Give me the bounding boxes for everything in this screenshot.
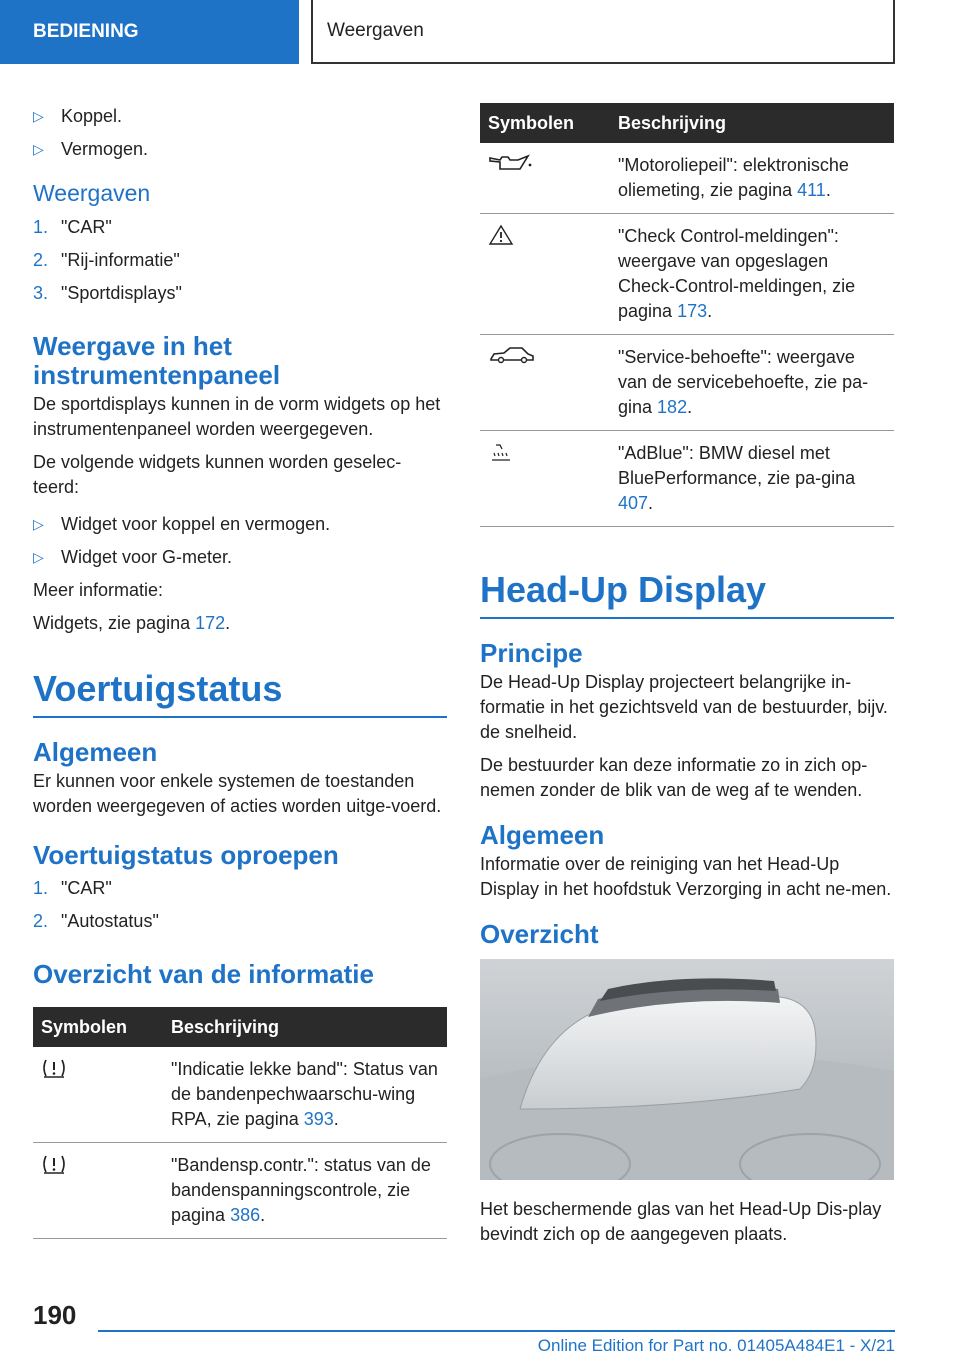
info-table xyxy=(33,1007,447,1239)
section-heading: Algemeen xyxy=(33,737,158,767)
page-link[interactable]: 393 xyxy=(303,1109,334,1129)
page-link[interactable]: 172 xyxy=(195,613,226,633)
list-item-text: "Autostatus" xyxy=(61,911,159,931)
list-item xyxy=(33,211,447,244)
section-heading: Voertuigstatus oproepen xyxy=(33,840,339,870)
list-item xyxy=(33,277,447,310)
table-cell xyxy=(480,214,610,335)
table-row xyxy=(480,214,894,335)
table-row xyxy=(480,143,894,214)
list-item-text: "Sportdisplays" xyxy=(61,283,182,303)
row-text: "Bandensp.contr.": status van de bandenspanningscontrole, zie pagina xyxy=(171,1155,431,1225)
paragraph: De volgende widgets kunnen worden geselec-teerd: xyxy=(33,452,402,497)
chapter-title: Voertuigstatus xyxy=(33,668,447,718)
warning-triangle-icon xyxy=(488,224,514,246)
table-cell: "AdBlue": BMW diesel met BluePerformance, zie pa-gina 407. xyxy=(610,431,894,527)
page-number: 190 xyxy=(33,1300,77,1330)
list-item-text: "Rij-informatie" xyxy=(61,250,180,270)
section-heading: Algemeen xyxy=(480,820,605,850)
list-item xyxy=(33,244,447,277)
row-text: "Check Control-meldingen": weergave van opgeslagen Check-Control-meldingen, zie pagina xyxy=(618,226,856,321)
list-item-text: Widget voor G-meter. xyxy=(61,547,233,567)
row-text: "Indicatie lekke band": Status van de bandenpechwaarschu-wing RPA, zie pagina xyxy=(171,1059,438,1129)
photo-caption: Het beschermende glas van het Head-Up Dis-play bevindt zich op de aangegeven plaats. xyxy=(480,1199,882,1244)
footer-divider xyxy=(98,1330,895,1332)
tire-pressure-warning-icon xyxy=(41,1057,67,1079)
row-text: "AdBlue": BMW diesel met BluePerformance, zie pa-gina xyxy=(618,443,856,488)
car-service-icon xyxy=(488,345,536,367)
right-column xyxy=(480,103,894,1255)
section-heading: Overzicht xyxy=(480,919,599,949)
list-item xyxy=(33,133,447,166)
paragraph: Widgets, zie pagina 172. xyxy=(33,613,231,633)
page-link[interactable]: 182 xyxy=(657,397,688,417)
table-cell: "Motoroliepeil": elektronische oliemeting, zie pagina 411. xyxy=(610,143,894,214)
list-item xyxy=(33,541,447,574)
triangle-bullet-icon: ▷ xyxy=(33,108,44,124)
table-cell: "Service-behoefte": weergave van de servicebehoefte, zie pa-gina 182. xyxy=(610,335,894,431)
section-label: BEDIENING xyxy=(33,21,139,42)
table-cell xyxy=(480,335,610,431)
table-row xyxy=(33,1047,447,1143)
list-item-text: "CAR" xyxy=(61,878,112,898)
table-cell xyxy=(33,1143,163,1239)
table-header: Symbolen xyxy=(480,103,610,143)
table-cell: "Check Control-meldingen": weergave van opgeslagen Check-Control-meldingen, zie pagina 173. xyxy=(610,214,894,335)
edition-note: Online Edition for Part no. 01405A484E1 - X/21 xyxy=(537,1336,895,1355)
row-text: "Motoroliepeil": elektronische oliemeting, zie pagina xyxy=(618,155,849,200)
table-cell xyxy=(480,431,610,527)
oil-can-icon xyxy=(488,153,534,175)
chapter-title: Head-Up Display xyxy=(480,569,894,619)
section-heading: Principe xyxy=(480,638,583,668)
table-cell xyxy=(33,1047,163,1143)
reference-text: Widgets, zie pagina xyxy=(33,613,196,633)
table-row xyxy=(480,431,894,527)
section-heading: Overzicht van de informatie xyxy=(33,959,374,989)
list-item-text: Widget voor koppel en vermogen. xyxy=(61,514,331,534)
left-column xyxy=(33,100,447,1239)
page-link[interactable]: 407 xyxy=(618,493,649,513)
triangle-bullet-icon: ▷ xyxy=(33,549,44,565)
section-tab xyxy=(0,0,299,64)
table-header: Symbolen xyxy=(33,1007,163,1047)
paragraph: De bestuurder kan deze informatie zo in zich op-nemen zonder de blik van de weg af te wenden. xyxy=(480,755,868,800)
list-number: 2. xyxy=(33,911,49,931)
info-table xyxy=(480,103,894,527)
page-link[interactable]: 173 xyxy=(677,301,708,321)
head-up-display-photo xyxy=(480,959,894,1180)
list-item xyxy=(33,905,447,938)
paragraph: Meer informatie: xyxy=(33,580,164,600)
table-row xyxy=(33,1143,447,1239)
paragraph: De sportdisplays kunnen in de vorm widgets op het instrumentenpaneel worden weergegeven. xyxy=(33,394,441,439)
table-header: Beschrijving xyxy=(163,1007,447,1047)
table-cell xyxy=(480,143,610,214)
list-number: 1. xyxy=(33,217,49,237)
page-header-title: Weergaven xyxy=(327,20,424,41)
paragraph: Informatie over de reiniging van het Head-Up Display in het hoofdstuk Verzorging in acht ne-men. xyxy=(480,854,892,899)
list-item-text: "CAR" xyxy=(61,217,112,237)
triangle-bullet-icon: ▷ xyxy=(33,141,44,157)
triangle-bullet-icon: ▷ xyxy=(33,516,44,532)
row-text: "Service-behoefte": weergave van de servicebehoefte, zie pa-gina xyxy=(618,347,869,417)
section-heading: Weergaven xyxy=(33,180,151,206)
section-heading: Weergave in het instrumentenpaneel xyxy=(33,331,281,390)
table-cell: "Bandensp.contr.": status van de bandenspanningscontrole, zie pagina 386. xyxy=(163,1143,447,1239)
page-link[interactable]: 386 xyxy=(230,1205,261,1225)
paragraph: Er kunnen voor enkele systemen de toestanden worden weergegeven of acties worden uitge-voerd. xyxy=(33,771,442,816)
page-link[interactable]: 411 xyxy=(797,180,826,200)
list-number: 3. xyxy=(33,283,49,303)
list-item xyxy=(33,872,447,905)
table-header: Beschrijving xyxy=(610,103,894,143)
table-row xyxy=(480,335,894,431)
list-number: 2. xyxy=(33,250,49,270)
adblue-icon xyxy=(488,441,514,463)
list-number: 1. xyxy=(33,878,49,898)
table-cell: "Indicatie lekke band": Status van de bandenpechwaarschu-wing RPA, zie pagina 393. xyxy=(163,1047,447,1143)
page-header xyxy=(311,0,895,64)
list-item-text: Koppel. xyxy=(61,106,123,126)
tire-pressure-warning-icon xyxy=(41,1153,67,1175)
list-item-text: Vermogen. xyxy=(61,139,149,159)
paragraph: De Head-Up Display projecteert belangrijke in-formatie in het gezichtsveld van de bestuurder, bijv. de snelheid. xyxy=(480,672,888,742)
list-item xyxy=(33,100,447,133)
list-item xyxy=(33,508,447,541)
